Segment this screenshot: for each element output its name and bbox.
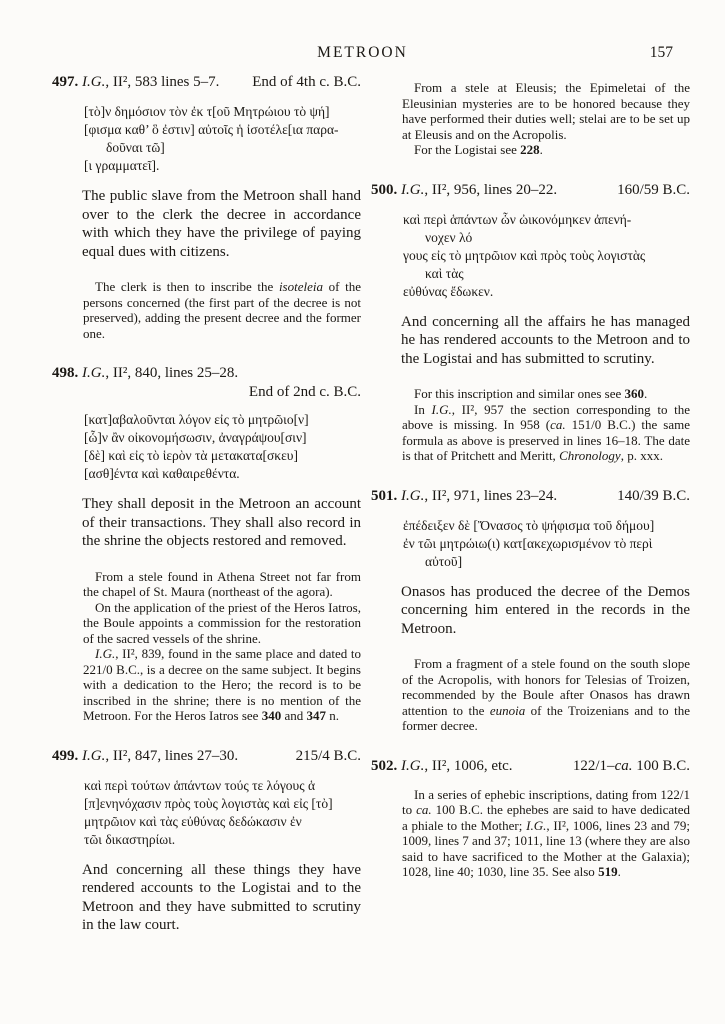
entry-498: [52, 365, 361, 724]
entry-date: 160/59 B.C.: [617, 181, 690, 198]
greek-line: καὶ τὰς: [425, 265, 464, 281]
note-paragraph: From a fragment of a stele found on the south slope of the Acropolis, with honors for Telesias of Troizen, recommended by the Boule after Onasos has drawn attention to the eunoia of the Troizenians and to the former decree.: [402, 656, 690, 733]
entry-citation: I.G., II², 840, lines 25–28.: [82, 365, 239, 381]
running-head: METROON: [317, 44, 408, 61]
greek-line: καὶ περὶ ἁπάντων ὧν ὠικονόμηκεν ἀπενή-: [403, 211, 632, 227]
entry-501: [371, 488, 690, 734]
entry-500-heading: [371, 182, 690, 199]
page-number: 157: [649, 44, 673, 61]
note-paragraph: In a series of ephebic inscriptions, dating from 122/1 to ca. 100 B.C. the ephebes are said to have dedicated a phiale to the Mother; I.G., II², 1006, lines 23 and 79; 1009, lines 7 and 37; 1011, line 13 (where they are also said to have sacrificed to the Mother at the Galaxia); 1028, line 40; 1030, line 35. See also 519.: [402, 786, 691, 879]
entry-501-heading: [371, 488, 690, 505]
greek-line: ἐπέδειξεν δὲ [Ὄνασος τὸ ψήφισμα τοῦ δήμου]: [403, 517, 655, 533]
greek-line: [κατ]αβαλοῦνται λόγον εἰς τὸ μητρῶιο[ν]: [84, 412, 309, 427]
entry-citation: I.G., II², 956, lines 20–22.: [401, 181, 558, 198]
entry-500: [371, 182, 690, 464]
entry-number: 497.: [52, 74, 79, 90]
entry-502: [371, 758, 690, 880]
greek-quotation: [403, 211, 690, 301]
greek-line: [ὧ]ν ἂν οἰκονομήσωσιν, ἀναγράψου[σιν]: [84, 430, 307, 445]
entry-number: 500.: [371, 181, 398, 198]
entry-number: 498.: [52, 365, 79, 381]
note-paragraph: From a stele at Eleusis; the Epimeletai of the Eleusinian mysteries are to be honored because they have performed their duties well; stelai are to be set up at Eleusis and on the Acropolis.: [402, 80, 690, 142]
greek-line: [τὸ]ν δημόσιον τὸν ἐκ τ[οῦ Μητρώιου τὸ ψή]: [84, 104, 330, 119]
greek-line: [ι γραμματεῖ].: [84, 158, 160, 173]
greek-line: τῶι δικαστηρίωι.: [84, 831, 176, 847]
entry-499: [52, 748, 361, 935]
greek-line: [π]ενηνόχασιν πρὸς τοὺς λογιστὰς καὶ εἰς [τὸ]: [84, 795, 333, 811]
entry-date: 215/4 B.C.: [295, 747, 361, 764]
greek-line: καὶ περὶ τούτων ἁπάντων τούς τε λόγους ἁ: [84, 777, 316, 793]
entry-number: 502.: [371, 757, 398, 774]
entry-498-heading: [52, 365, 361, 382]
translation-paragraph: And concerning all these things they have rendered accounts to the Logistai and to the Metroon and they have submitted to scrutiny in the law court.: [82, 861, 361, 933]
entry-citation: I.G., II², 971, lines 23–24.: [401, 487, 558, 504]
entry-number: 499.: [52, 747, 79, 764]
note-paragraph: The clerk is then to inscribe the isoteleia of the persons concerned (the first part of the decree is not preserved), adding the present decree and the former one.: [83, 279, 361, 341]
greek-line: γους εἰς τὸ μητρῶιον καὶ πρὸς τοὺς λογιστὰς: [403, 247, 646, 263]
note-paragraph: On the application of the priest of the Heros Iatros, the Boule appoints a commission for the restoration of the sacred vessels of the shrine.: [83, 599, 361, 646]
greek-line: μητρῶιον καὶ τὰς εὐθύνας δεδώκασιν ἐν: [84, 813, 302, 829]
column-right: [371, 80, 690, 904]
entry-502-heading: [371, 758, 690, 775]
greek-line: δοῦναι τῶ]: [106, 140, 165, 155]
greek-line: [φισμα καθ’ ὃ ἐστιν] αὐτοῖς ἡ ἰσοτέλε[ια παρα-: [84, 122, 339, 137]
translation-paragraph: Onasos has produced the decree of the Demos concerning him entered in the records in the Metroon.: [401, 583, 690, 637]
note-paragraph: For the Logistai see 228.: [414, 142, 543, 157]
entry-date: 140/39 B.C.: [617, 487, 690, 504]
greek-line: ἐν τῶι μητρώιω(ι) κατ[ακεχωρισμένον τὸ περὶ: [403, 535, 653, 551]
entry-497: [52, 74, 361, 341]
entry-citation: I.G., II², 847, lines 27–30.: [82, 747, 239, 764]
greek-line: εὐθύνας ἔδωκεν.: [403, 283, 494, 299]
note-paragraph: For this inscription and similar ones see 360.: [414, 386, 648, 401]
entry-date: End of 4th c. B.C.: [252, 74, 361, 90]
note-paragraph: I.G., II², 839, found in the same place and dated to 221/0 B.C., is a decree on the same subject. It begins with a dedication to the Hero; the record is to be inscribed in the shrine; there is no mention of the Metroon. For the Heros Iatros see 340 and 347 n.: [83, 646, 361, 723]
entry-date: 122/1–ca. 100 B.C.: [572, 757, 690, 774]
entry-date: End of 2nd c. B.C.: [248, 384, 361, 400]
greek-line: [δὲ] καὶ εἰς τὸ ἱερὸν τὰ μετακατα[σκευ]: [84, 448, 298, 463]
note-paragraph: In I.G., II², 957 the section corresponding to the above is missing. In 958 (ca. 151/0 B.C.) the same formula as above is preserved in lines 16–18. The date is that of Pritchett and Meritt, Chronology, p. xxx.: [402, 401, 690, 463]
entry-citation: I.G., II², 1006, etc.: [401, 757, 513, 774]
greek-line: νοχεν λό: [425, 229, 473, 245]
translation-paragraph: They shall deposit in the Metroon an account of their transactions. They shall also record in the shrine the objects restored and removed.: [82, 496, 361, 549]
greek-line: [ασθ]έντα καὶ καθαιρεθέντα.: [84, 466, 240, 481]
note-paragraph: From a stele found in Athena Street not far from the chapel of St. Maura (northeast of the agora).: [83, 568, 361, 599]
translation-paragraph: The public slave from the Metroon shall hand over to the clerk the decree in accordance with which they have the privilege of paying equal dues with citizens.: [82, 188, 361, 260]
entry-number: 501.: [371, 487, 398, 504]
entry-497-heading: [52, 74, 361, 91]
greek-line: αὐτοῦ]: [425, 553, 463, 569]
greek-quotation: [403, 517, 690, 571]
greek-quotation: [84, 411, 361, 483]
translation-paragraph: And concerning all the affairs he has managed he has rendered accounts to the Metroon and to the Logistai and has submitted to scrutiny.: [401, 313, 690, 367]
entry-499-notes-continued: [371, 80, 690, 158]
greek-quotation: [84, 777, 361, 849]
column-left: [52, 74, 361, 959]
entry-citation: I.G., II², 583 lines 5–7.: [82, 74, 220, 90]
greek-quotation: [84, 103, 361, 175]
entry-499-heading: [52, 748, 361, 765]
